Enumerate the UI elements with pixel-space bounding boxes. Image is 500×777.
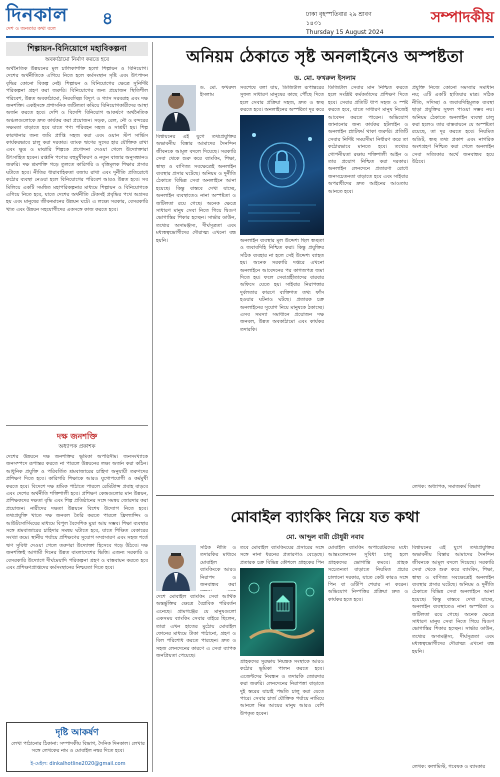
left-divider: [6, 425, 148, 426]
author-portrait-icon: [156, 545, 196, 591]
masthead-rule: [6, 36, 494, 38]
article2-column-2: গ্রাহকদের সুরক্ষায় নিয়ন্ত্রক সংস্থাকে আরও কঠোর ভূমিকা পালন করতে হবে। এজেন্টদের নিবন্ধন ও তদারকি জোরদার করা জরুরি। লেনদেনের নিরাপত্তা বাড়াতে দুই স্তরের যাচাই পদ্ধতি চালু করা যেতে পারে। সেবার চার্জ যৌক্তিক পর্যায়ে নামিয়ে আনলে নিম্ন আয়ের মানুষ আরও বেশি উপকৃত হবেন।: [240, 659, 324, 717]
article1-headline[interactable]: অনিয়ম ঠেকাতে সৃষ্ট অনলাইনেও অস্পষ্টতা: [186, 47, 464, 66]
article1-author-note: লেখক: অধ্যাপক, সমাজকর্ম বিভাগ: [412, 484, 481, 490]
article1-column-2: অনলাইন ব্যবস্থার মূল উদ্দেশ্য ছিল স্বচ্ছতা ও জবাবদিহি নিশ্চিত করা। কিন্তু প্রযুক্তির সঠিক ব্যবহার না হলে সেই উদ্দেশ্য ব্যাহত হয়। অনেক সরকারি দপ্তরে এখনো অনলাইনে আবেদনের পর কাগজপত্র জমা দিতে হয়। ফলে সেবাগ্রহীতাদের বারবার অফিসে যেতে হয়। সাইবার নিরাপত্তার দুর্বলতার কারণে ব্যক্তিগত তথ্য ফাঁস হওয়ার ঘটনাও ঘটছে। প্রতারক চক্র অনলাইনের সুযোগ নিয়ে মানুষকে ঠকাচ্ছে। এসব সমস্যা সমাধানে প্রয়োজন দক্ষ জনবল, উন্নত অবকাঠামো এবং কার্যকর তদারকি।: [240, 238, 324, 333]
left-editorial-subline: অবকাঠামো নির্মাণ করতে হবে: [44, 57, 110, 63]
mobile-banking-illustration-icon: [240, 568, 324, 656]
cyber-security-illustration-icon: [240, 115, 324, 235]
left-second-body: দেশের উন্নয়নে দক্ষ জনশক্তির ভূমিকা অপরিসীম। জনসংখ্যাকে জনসম্পদে রূপান্তর করতে না পারলে উন্নয়নের লক্ষ্য অর্জন করা কঠিন। আধুনিক প্রযুক্তি ও পরিবর্তিত শ্রমবাজারের চাহিদা অনুযায়ী তরুণদের প্রশিক্ষণ দিতে হবে। কারিগরি শিক্ষাকে আরও যুগোপযোগী ও কর্মমুখী করতে হবে। বিদেশে দক্ষ শ্রমিক পাঠাতে পারলে রেমিট্যান্স প্রবাহ বাড়বে এবং দেশের অর্থনীতি শক্তিশালী হবে। প্রশিক্ষণ কেন্দ্রগুলোর মান উন্নয়ন, প্রশিক্ষকদের দক্ষতা বৃদ্ধি এবং শিল্প প্রতিষ্ঠানের সঙ্গে সমন্বয় জোরদার করা প্রয়োজন। নারীদের দক্ষতা উন্নয়নে বিশেষ উদ্যোগ নিতে হবে। তথ্যপ্রযুক্তি খাতে দক্ষ জনবল তৈরি করতে পারলে ফ্রিল্যান্সিং ও আউটসোর্সিংয়ের মাধ্যমে বিপুল বৈদেশিক মুদ্রা আয় সম্ভব। শিক্ষা ব্যবস্থার সঙ্গে শ্রমবাজারের চাহিদার সমন্বয় ঘটাতে হবে, যাতে শিক্ষিত বেকারের সংখ্যা কমে। স্থানীয় পর্যায়ে প্রশিক্ষণের সুযোগ সম্প্রসারণ এবং সহজ শর্তে ঋণ সুবিধা দেওয়া গেলে তরুণরা উদ্যোক্তা হিসেবে গড়ে উঠবে। দক্ষ জনশক্তিই আগামী দিনের উন্নত বাংলাদেশের ভিত্তি। এজন্য সরকারি ও বেসরকারি উদ্যোগে দীর্ঘমেয়াদি পরিকল্পনা গ্রহণ ও বাস্তবায়ন করতে হবে এবং প্রশিক্ষণপ্রাপ্তদের কর্মসংস্থানের নিশ্চয়তা দিতে হবে।: [6, 454, 148, 572]
logo-tagline: দেশ ও জনতার কথা বলে: [6, 26, 56, 32]
author-portrait-icon: [156, 85, 196, 131]
logo-text: দিনকাল: [6, 4, 68, 26]
section-title: সম্পাদকীয়: [430, 8, 494, 26]
masthead: [6, 4, 494, 38]
notice-email-link[interactable]: ই-মেইল: dinkalhotline2020@gmail.com: [30, 761, 126, 767]
notice-box: [6, 722, 148, 772]
article1-author-photo: [156, 85, 196, 131]
newspaper-logo[interactable]: [6, 4, 98, 36]
notice-title: দৃষ্টি আকর্ষণ: [55, 728, 99, 738]
article2-column-2-top: তবে মোবাইল ব্যাংকিংয়ের প্রসারের সঙ্গে সঙ্গে নানা ধরনের প্রতারণাও বেড়েছে। প্রতারক চক্র বিভিন্ন কৌশলে গ্রাহকের পিন: [240, 545, 324, 565]
left-editorial-headline: শিল্পায়ন-বিনিয়োগে মহাবিকল্পনা: [6, 42, 148, 56]
article1-column-3: ডিজিটাল সেবার মান নিশ্চিত করতে হলে সংশ্লিষ্ট কর্মকর্তাদের প্রশিক্ষণ দিতে হবে। সেবার প্রতিটি ধাপ সহজ ও স্পষ্ট করতে হবে, যাতে সাধারণ মানুষ নিজেই আবেদন করতে পারেন। অভিযোগ জানানোর জন্য কার্যকর হটলাইন ও অনলাইন প্ল্যাটফর্ম থাকা জরুরি। প্রতিটি সেবার নির্দিষ্ট সময়সীমা নির্ধারণ করে তা কঠোরভাবে মানতে হবে। তথ্যের গোপনীয়তা রক্ষায় শক্তিশালী আইন ও তার প্রয়োগ নিশ্চিত করা দরকার। অনলাইন লেনদেনে প্রতারণা রোধে জনসচেতনতা বাড়াতে হবে এবং সাইবার অপরাধীদের দ্রুত আইনের আওতায় আনতে হবে।: [328, 85, 408, 195]
article2-mobile-banking-image: [240, 568, 324, 656]
article2-column-3: মোবাইল ব্যাংকিং অপারেটরদের মধ্যে আন্তঃলেনদেন সুবিধা চালু হলে গ্রাহকদের ভোগান্তি কমবে। গ্রাহক সচেতনতা বাড়াতে নিয়মিত প্রচার চালানো দরকার, যাতে কেউ কারও সঙ্গে পিন বা ওটিপি শেয়ার না করেন। অভিযোগ নিষ্পত্তির প্রক্রিয়া দ্রুত ও কার্যকর হতে হবে।: [328, 545, 408, 603]
article1-cyber-image: [240, 115, 324, 235]
article2-column-1-intro: সঠিক নীতি ও তদারকির মাধ্যমে মোবাইল ব্যাংকিংকে আরও নিরাপদ ও জনবান্ধব করা: [200, 545, 236, 589]
page-number: ৪: [102, 9, 114, 29]
article2-byline: মো. আব্দুল বারী চৌধুরী নবাব: [286, 533, 364, 541]
article1-column-2-top: সবশেষে বলা যায়, ডিজিটাল রূপান্তরের সুফল সাধারণ মানুষের কাছে পৌঁছে দিতে হলে সেবার প্রক্রিয়া সহজ, দ্রুত ও স্বচ্ছ করতে হবে। অনলাইনের অস্পষ্টতা দূর করে: [240, 85, 324, 113]
article1-column-4: প্রযুক্তি নিজে কোনো সমস্যার সমাধান নয়; এটি একটি হাতিয়ার মাত্র। সঠিক নীতি, সদিচ্ছা ও জবাবদিহিমূলক ব্যবস্থা ছাড়া প্রযুক্তির সুফল পাওয়া সম্ভব নয়। অনিয়ম ঠেকাতে অনলাইন ব্যবস্থা চালু করা হলেও তার বাস্তবায়নে যে অস্পষ্টতা রয়েছে, তা দূর করতে হবে। নিয়মিত অডিট, স্বচ্ছ তথ্য প্রকাশ এবং নাগরিক অংশগ্রহণ নিশ্চিত করা গেলে অনলাইন সেবা সত্যিকার অর্থে জনবান্ধব হয়ে উঠবে।: [412, 85, 494, 166]
date-bangla: ঢাকা বৃহস্পতিবার ২৯ শ্রাবণ ১৪৩১: [306, 11, 372, 27]
article2-author-photo: [156, 545, 196, 591]
date-english: Thursday 15 August 2024: [306, 29, 384, 36]
article-divider: [156, 495, 494, 496]
article2-author-note: লেখক: কলামিস্ট, গবেষক ও ব্যাংকার: [412, 764, 486, 770]
column-rule: [152, 42, 153, 772]
article2-column-1: দেশে মোবাইল ব্যাংকিং সেবা আর্থিক অন্তর্ভুক্তির ক্ষেত্রে বৈপ্লবিক পরিবর্তন এনেছে। গ্রামগঞ্জের যে মানুষগুলো একসময় ব্যাংকিং সেবার বাইরে ছিলেন, তারা এখন হাতের মুঠোয় মোবাইল ফোনের মাধ্যমে টাকা পাঠানো, গ্রহণ ও বিল পরিশোধ করতে পারছেন। দ্রুত ও সহজ লেনদেনের কারণে এ সেবা ব্যাপক জনপ্রিয়তা পেয়েছে।: [156, 594, 236, 660]
article2-headline[interactable]: মোবাইল ব্যাংকিং নিয়ে যত কথা: [230, 508, 420, 526]
left-editorial-body: অর্থনৈতিক উন্নয়নের মূল চালিকাশক্তি হলো শিল্পায়ন ও বিনিয়োগ। দেশের অর্থনীতিকে এগিয়ে নিতে হলে কর্মসংস্থান সৃষ্টি এবং উৎপাদন বৃদ্ধির কোনো বিকল্প নেই। শিল্পায়ন ও বিনিয়োগের ক্ষেত্রে সুনির্দিষ্ট পরিকল্পনা গ্রহণ করা জরুরি। বিনিয়োগের জন্য প্রয়োজন স্থিতিশীল পরিবেশ, উন্নত অবকাঠামো, নিরবচ্ছিন্ন বিদ্যুৎ ও গ্যাস সরবরাহ এবং দক্ষ জনশক্তি। একইসঙ্গে প্রশাসনিক জটিলতা কমিয়ে বিনিয়োগকারীদের আস্থা অর্জন করতে হবে। দেশি ও বিদেশি বিনিয়োগ আকর্ষণে অর্থনৈতিক অঞ্চলগুলোকে দ্রুত কার্যকর করা প্রয়োজন। সড়ক, রেল, নৌ ও বন্দরের সক্ষমতা বাড়াতে হবে যাতে পণ্য পরিবহন সহজ ও সাশ্রয়ী হয়। শিল্প কারখানার জন্য জমি প্রাপ্তি সহজ করা এবং ওয়ান স্টপ সার্ভিস কার্যকরভাবে চালু করা দরকার। ব্যাংক ঋণের সুদের হার যৌক্তিক রাখা এবং ক্ষুদ্র ও মাঝারি শিল্পকে প্রণোদনা দেওয়া গেলে উদ্যোক্তারা উৎসাহিত হবেন। রপ্তানি পণ্যের বহুমুখীকরণ ও নতুন বাজার অনুসন্ধানও জরুরি। দক্ষ শ্রমশক্তি গড়ে তুলতে কারিগরি ও বৃত্তিমূলক শিক্ষার প্রসার ঘটাতে হবে। নীতির ধারাবাহিকতা বজায় রাখা এবং দুর্নীতি প্রতিরোধে কঠোর ব্যবস্থা নেওয়া হলে বিনিয়োগের পরিবেশ আরও উন্নত হবে। সব মিলিয়ে একটি সমন্বিত মহাপরিকল্পনার মাধ্যমে শিল্পায়ন ও বিনিয়োগকে এগিয়ে নিতে হবে, যাতে দেশের অর্থনীতি টেকসই প্রবৃদ্ধির পথে অগ্রসর হয় এবং মানুষের জীবনমানের উন্নয়ন ঘটে। এ লক্ষ্যে সরকার, বেসরকারি খাত এবং উন্নয়ন সহযোগীদের একসঙ্গে কাজ করতে হবে।: [6, 66, 148, 213]
notice-text: লেখা পাঠানোর ঠিকানা: সম্পাদকীয় বিভাগ, দৈনিক দিনকাল। লেখার সঙ্গে লেখকের নাম ও মোবাইল নম্বর দিতে হবে।: [11, 741, 145, 754]
left-second-headline: দক্ষ জনশক্তি: [56, 432, 98, 441]
article1-byline: ড. মো. ফখরুল ইসলাম: [294, 74, 356, 82]
article2-column-4: বিশ্বায়নের এই যুগে তথ্যপ্রযুক্তির অভাবনীয় বিস্তার আমাদের দৈনন্দিন জীবনকে আমূল বদলে দিয়েছে। সরকারি সেবা থেকে শুরু করে ব্যাংকিং, শিক্ষা, স্বাস্থ্য ও বাণিজ্য সবক্ষেত্রেই অনলাইন ব্যবস্থার প্রসার ঘটেছে। অনিয়ম ও দুর্নীতি ঠেকাতে বিভিন্ন সেবা অনলাইনে আনা হয়েছে। কিন্তু বাস্তবে দেখা যাচ্ছে, অনলাইন ব্যবস্থাতেও নানা অস্পষ্টতা ও জটিলতা রয়ে গেছে। অনেক ক্ষেত্রে সাধারণ মানুষ সেবা নিতে গিয়ে দ্বিগুণ ভোগান্তির শিকার হচ্ছেন। সার্ভার ডাউন, তথ্যের অসামঞ্জস্য, দীর্ঘসূত্রতা এবং মধ্যস্বত্বভোগীদের দৌরাত্ম্য এখনো বন্ধ হয়নি।: [412, 545, 494, 655]
article1-column-1: বিশ্বায়নের এই যুগে তথ্যপ্রযুক্তির অভাবনীয় বিস্তার আমাদের দৈনন্দিন জীবনকে আমূল বদলে দিয়েছে। সরকারি সেবা থেকে শুরু করে ব্যাংকিং, শিক্ষা, স্বাস্থ্য ও বাণিজ্য সবক্ষেত্রেই অনলাইন ব্যবস্থার প্রসার ঘটেছে। অনিয়ম ও দুর্নীতি ঠেকাতে বিভিন্ন সেবা অনলাইনে আনা হয়েছে। কিন্তু বাস্তবে দেখা যাচ্ছে, অনলাইন ব্যবস্থাতেও নানা অস্পষ্টতা ও জটিলতা রয়ে গেছে। অনেক ক্ষেত্রে সাধারণ মানুষ সেবা নিতে গিয়ে দ্বিগুণ ভোগান্তির শিকার হচ্ছেন। সার্ভার ডাউন, তথ্যের অসামঞ্জস্য, দীর্ঘসূত্রতা এবং মধ্যস্বত্বভোগীদের দৌরাত্ম্য এখনো বন্ধ হয়নি।: [156, 134, 236, 244]
article1-column-1-intro: ড. মো. ফখরুল ইসলাম: [200, 85, 236, 99]
left-second-byline: অধ্যাপক প্রকাশক: [58, 444, 96, 450]
masthead-dates: [306, 10, 388, 37]
